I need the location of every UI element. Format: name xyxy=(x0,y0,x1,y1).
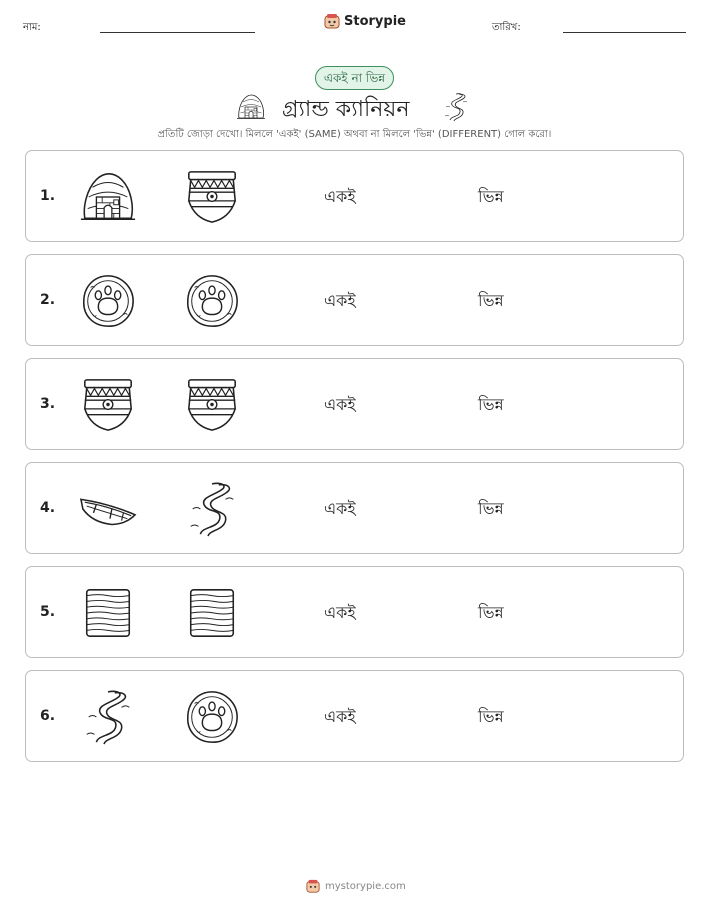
storypie-logo-icon xyxy=(306,879,320,893)
river-icon xyxy=(441,92,471,122)
title-row xyxy=(0,90,709,124)
different-option[interactable]: ভিন্ন xyxy=(478,187,504,206)
same-option[interactable]: একই xyxy=(324,499,356,518)
question-card-1 xyxy=(25,150,684,242)
clay-pot-icon xyxy=(183,376,241,434)
pueblo-house-icon xyxy=(79,168,137,226)
date-field[interactable] xyxy=(563,32,686,33)
brand xyxy=(324,13,406,29)
same-option[interactable]: একই xyxy=(324,291,356,310)
rock-layers-icon xyxy=(183,584,241,642)
river-icon xyxy=(183,480,241,538)
name-field[interactable] xyxy=(100,32,255,33)
paw-fossil-icon xyxy=(183,272,241,330)
question-number: 1. xyxy=(40,188,56,204)
brand-name: Storypie xyxy=(344,13,406,29)
question-card-2 xyxy=(25,254,684,346)
different-option[interactable]: ভিন্ন xyxy=(478,291,504,310)
pueblo-house-icon xyxy=(236,92,266,122)
question-number: 2. xyxy=(40,292,56,308)
question-card-5 xyxy=(25,566,684,658)
same-option[interactable]: একই xyxy=(324,395,356,414)
question-number: 4. xyxy=(40,500,56,516)
canoe-icon xyxy=(79,480,137,538)
name-label: নাম: xyxy=(23,22,41,33)
paw-fossil-icon xyxy=(183,688,241,746)
same-option[interactable]: একই xyxy=(324,187,356,206)
paw-fossil-icon xyxy=(79,272,137,330)
clay-pot-icon xyxy=(183,168,241,226)
clay-pot-icon xyxy=(79,376,137,434)
page-title: গ্র্যান্ড ক্যানিয়ন xyxy=(282,97,410,122)
question-number: 3. xyxy=(40,396,56,412)
different-option[interactable]: ভিন্ন xyxy=(478,395,504,414)
question-number: 5. xyxy=(40,604,56,620)
footer xyxy=(306,879,406,893)
instructions: প্রতিটি জোড়া দেখো। মিললে 'একই' (SAME) অথবা না মিললে 'ভিন্ন' (DIFFERENT) গোল করো। xyxy=(157,129,552,140)
activity-badge: একই না ভিন্ন xyxy=(315,66,394,90)
question-number: 6. xyxy=(40,708,56,724)
question-card-4 xyxy=(25,462,684,554)
river-icon xyxy=(79,688,137,746)
same-option[interactable]: একই xyxy=(324,603,356,622)
date-label: তারিখ: xyxy=(492,22,521,33)
question-card-3 xyxy=(25,358,684,450)
different-option[interactable]: ভিন্ন xyxy=(478,499,504,518)
storypie-logo-icon xyxy=(324,13,340,29)
question-card-6 xyxy=(25,670,684,762)
different-option[interactable]: ভিন্ন xyxy=(478,707,504,726)
footer-url[interactable]: mystorypie.com xyxy=(325,880,406,892)
same-option[interactable]: একই xyxy=(324,707,356,726)
different-option[interactable]: ভিন্ন xyxy=(478,603,504,622)
rock-layers-icon xyxy=(79,584,137,642)
